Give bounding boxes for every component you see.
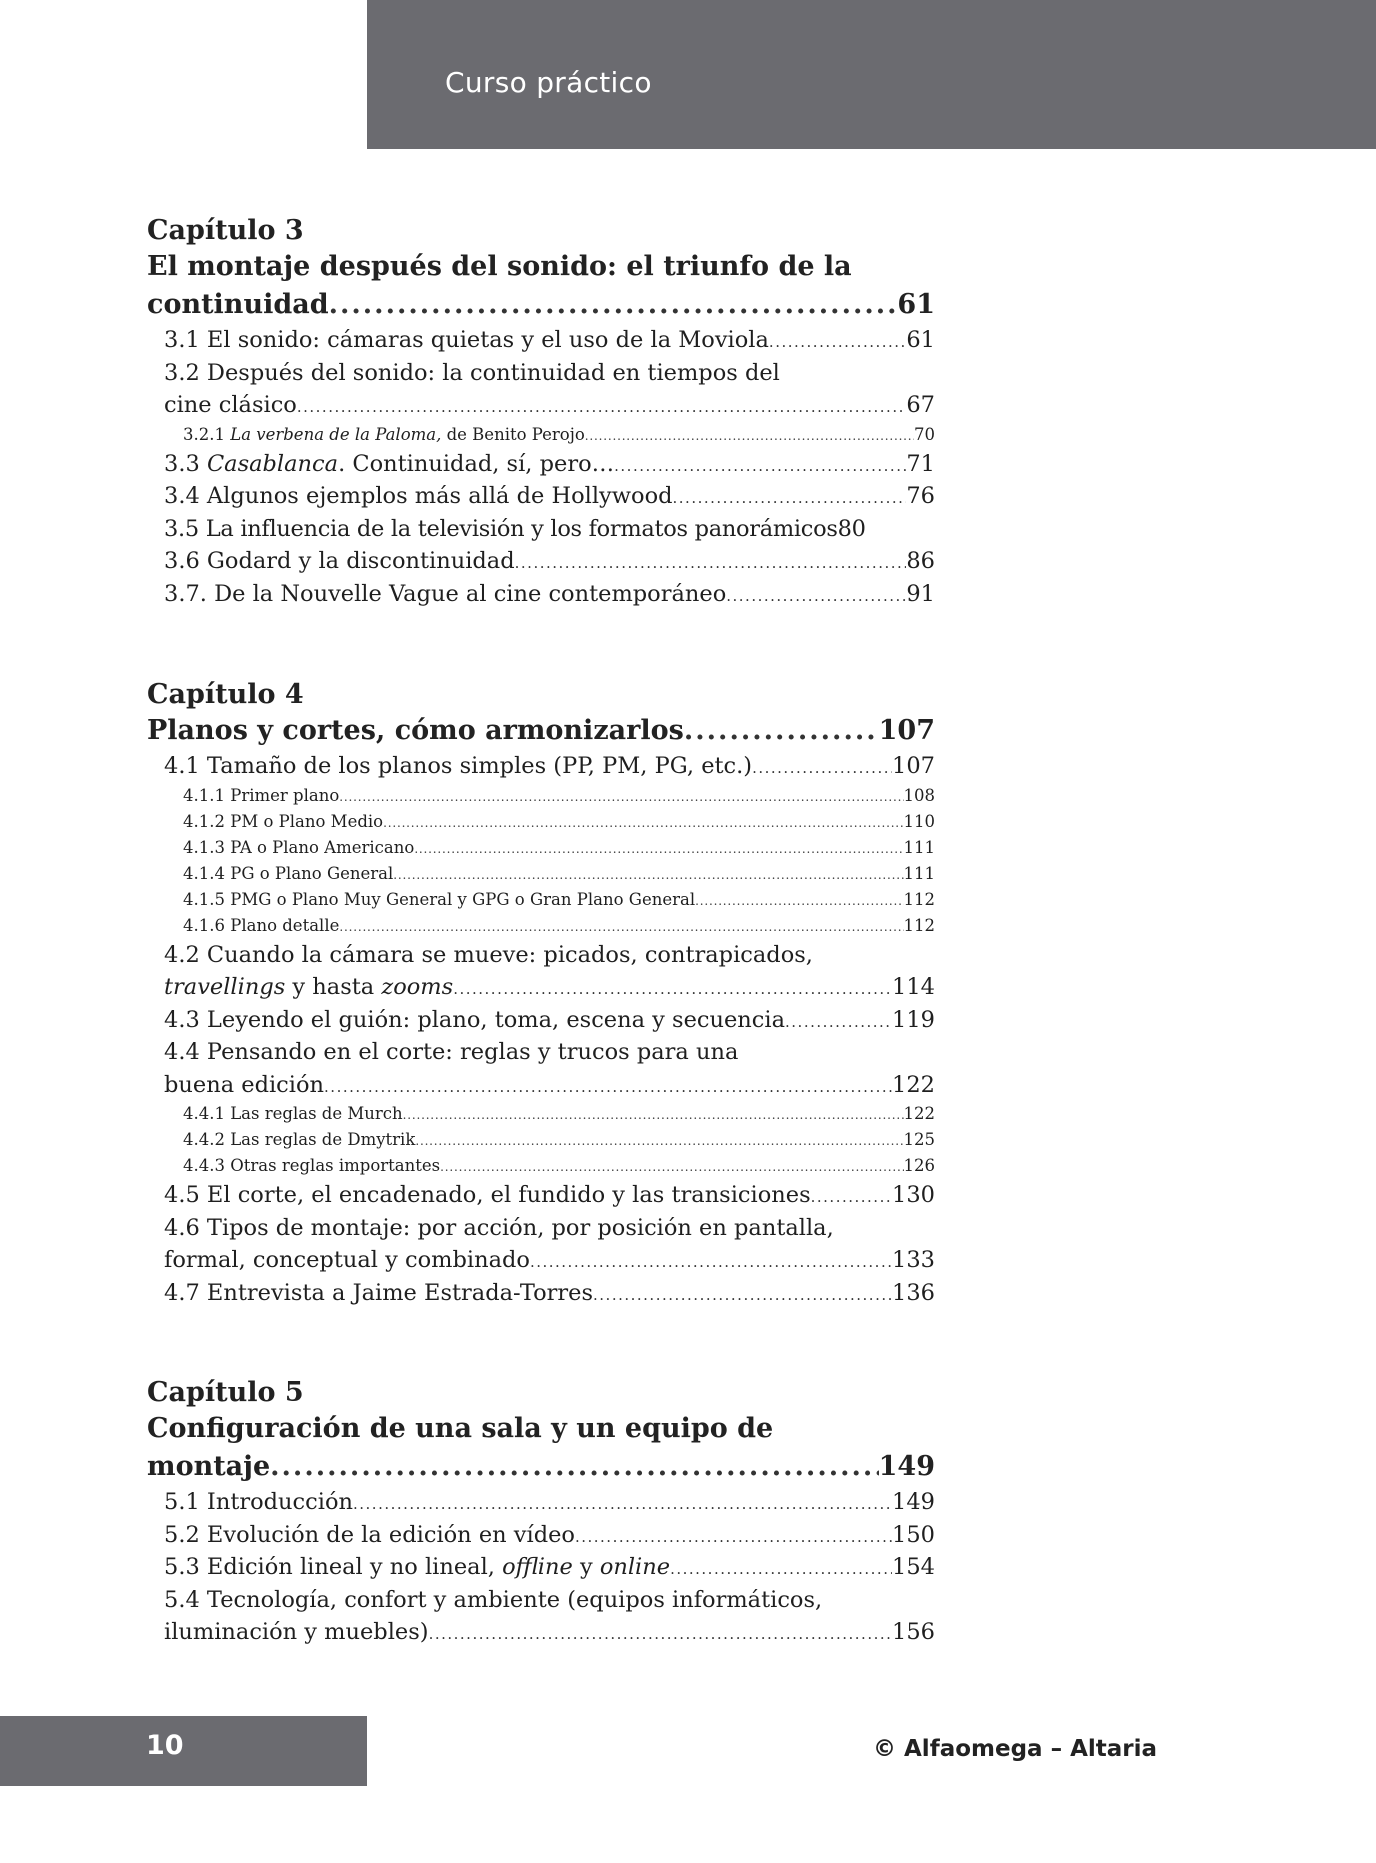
entry-text: 4.3 Leyendo el guión: plano, toma, escena y secuencia [164, 1006, 786, 1033]
toc-entry-4-1-1[interactable] [147, 783, 935, 809]
entry-text: 4.1.1 Primer plano [183, 785, 340, 805]
page-number: 71 [906, 450, 935, 477]
leader-dots [415, 1127, 903, 1153]
leader-dots [673, 480, 907, 513]
toc-entry-4-2[interactable]: 4.2 Cuando la cámara se mueve: picados, contrapicados, [164, 941, 813, 968]
page-number: 86 [906, 548, 935, 574]
entry-text: 4.1 Tamaño de los planos simples (PP, PM, PG, etc.) [164, 753, 753, 779]
page-number: 136 [892, 1279, 935, 1306]
leader-dots [593, 1277, 892, 1310]
leader-dots [453, 971, 892, 1004]
entry-rest: y [572, 1554, 600, 1580]
leader-dots [339, 913, 903, 939]
toc-entry-4-3[interactable] [147, 1004, 935, 1037]
page-number: 61 [906, 327, 935, 353]
entry-text: 4.1.2 PM o Plano Medio [183, 811, 384, 831]
leader-dots [752, 750, 892, 783]
entry-text: cine clásico [164, 392, 297, 418]
page-number: 125 [903, 1130, 935, 1149]
page-number: 107 [878, 715, 935, 746]
leader-dots [297, 389, 907, 422]
entry-rest: de Benito Perojo [441, 424, 585, 444]
toc-entry-5-2[interactable] [147, 1519, 935, 1552]
leader-dots [726, 578, 906, 611]
page-number: 70 [914, 424, 935, 444]
toc-entry-5-4[interactable]: 5.4 Tecnología, confort y ambiente (equipos informáticos, [164, 1586, 823, 1613]
entry-number: 3.3 [164, 450, 207, 477]
leader-dots [585, 422, 914, 448]
toc-entry-3-4[interactable] [147, 480, 935, 513]
toc-entry-3-6[interactable] [147, 545, 935, 578]
entry-text [183, 422, 585, 448]
entry-text: 4.1.3 PA o Plano Americano [183, 837, 415, 857]
entry-rest: . Continuidad, sí, pero… [338, 450, 615, 477]
leader-dots [684, 712, 879, 750]
chapter-title-line[interactable] [147, 1448, 935, 1486]
toc-entry-4-4-2[interactable] [147, 1127, 935, 1153]
chapter-heading: Capítulo 3 [147, 215, 304, 246]
page-number-footer: 10 [146, 1730, 184, 1761]
leader-dots [403, 1101, 904, 1127]
publisher-credit: © Alfaomega – Altaria [873, 1736, 1158, 1762]
toc-entry-4-2-cont[interactable] [147, 971, 935, 1004]
page-number: 67 [906, 392, 935, 418]
entry-text [164, 971, 453, 1004]
toc-entry-4-4-cont[interactable] [147, 1069, 935, 1102]
toc-entry-4-4[interactable]: 4.4 Pensando en el corte: reglas y trucos para una [164, 1039, 739, 1065]
page-number: 112 [903, 915, 935, 935]
page-number: 76 [906, 483, 935, 509]
page-number: 80 [837, 515, 866, 542]
toc-entry-3-1[interactable] [147, 324, 935, 357]
toc-entry-3-2[interactable]: 3.2 Después del sonido: la continuidad en tiempos del [164, 359, 780, 386]
toc-entry-4-4-3[interactable] [147, 1153, 935, 1179]
page-number: 91 [906, 580, 935, 607]
page-number: 149 [892, 1489, 935, 1515]
entry-text: 3.1 El sonido: cámaras quietas y el uso de la Moviola [164, 327, 769, 353]
entry-text: iluminación y muebles) [164, 1619, 429, 1645]
italic-term: zooms [381, 974, 454, 1000]
toc-entry-4-1-2[interactable] [147, 809, 935, 835]
chapter-5-block [147, 1376, 935, 1649]
chapter-title-text: montaje [147, 1451, 271, 1482]
toc-entry-3-2-1[interactable] [147, 422, 935, 448]
leader-dots [414, 835, 903, 861]
film-title: Casablanca [206, 450, 339, 477]
page-number: 149 [878, 1451, 935, 1482]
leader-dots [353, 1486, 892, 1519]
leader-dots [324, 1069, 892, 1102]
chapter-title-line[interactable] [147, 286, 935, 324]
leader-dots [339, 783, 903, 809]
italic-term: travellings [164, 974, 286, 1000]
toc-entry-3-5[interactable] [147, 513, 935, 546]
italic-term: offline [502, 1554, 573, 1580]
toc-entry-4-1[interactable] [147, 750, 935, 783]
chapter-heading: Capítulo 4 [147, 679, 304, 710]
header-band [367, 0, 1376, 149]
chapter-heading: Capítulo 5 [147, 1377, 304, 1408]
toc-entry-4-4-1[interactable] [147, 1101, 935, 1127]
leader-dots [811, 1179, 892, 1212]
film-title: La verbena de la Paloma, [230, 424, 442, 444]
footer-band [0, 1716, 367, 1786]
entry-text: 4.4.2 Las reglas de Dmytrik [183, 1130, 416, 1149]
leader-dots [515, 545, 907, 578]
entry-text: 4.1.5 PMG o Plano Muy General y GPG o Gran Plano General [183, 889, 696, 909]
entry-text: formal, conceptual y combinado [164, 1247, 530, 1273]
entry-text [164, 1551, 670, 1584]
leader-dots [270, 1448, 879, 1486]
entry-text: 5.2 Evolución de la edición en vídeo [164, 1521, 575, 1548]
toc-entry-4-1-4[interactable] [147, 861, 935, 887]
leader-dots [329, 286, 898, 324]
toc-entry-3-3[interactable] [147, 448, 935, 481]
entry-text: 3.6 Godard y la discontinuidad [164, 548, 515, 574]
entry-text: 4.1.4 PG o Plano General [183, 863, 394, 883]
entry-text: 3.5 La influencia de la televisión y los formatos panorámicos [164, 515, 838, 542]
chapter-4-block [147, 678, 935, 1309]
entry-text: 4.1.6 Plano detalle [183, 915, 340, 935]
entry-rest: y hasta [285, 974, 382, 1000]
toc-entry-4-1-3[interactable] [147, 835, 935, 861]
running-header-title: Curso práctico [445, 66, 652, 99]
entry-text: 3.7. De la Nouvelle Vague al cine contemporáneo [164, 580, 727, 607]
page-number: 111 [903, 837, 935, 857]
page-number: 108 [903, 785, 935, 805]
toc-entry-4-6-cont[interactable] [147, 1244, 935, 1277]
leader-dots [429, 1616, 892, 1649]
entry-lead: 5.3 Edición lineal y no lineal, [164, 1554, 503, 1580]
page-number: 114 [892, 974, 935, 1000]
leader-dots [393, 861, 903, 887]
entry-text: 4.5 El corte, el encadenado, el fundido y las transiciones [164, 1182, 811, 1208]
leader-dots [575, 1519, 892, 1552]
chapter-title: El montaje después del sonido: el triunfo de la [147, 251, 852, 282]
entry-text: 4.4.1 Las reglas de Murch [183, 1104, 403, 1123]
page-number: 150 [892, 1521, 935, 1548]
leader-dots [670, 1551, 892, 1584]
leader-dots [769, 324, 906, 357]
chapter-3-block [147, 214, 935, 610]
toc-entry-3-2-cont[interactable] [147, 389, 935, 422]
entry-text: buena edición [164, 1071, 325, 1098]
toc-entry-4-1-5[interactable] [147, 887, 935, 913]
page-number: 130 [892, 1182, 935, 1208]
page-number: 119 [892, 1006, 935, 1033]
page-number: 61 [897, 289, 935, 320]
leader-dots [785, 1004, 892, 1037]
page-number: 107 [892, 753, 935, 779]
page-number: 122 [892, 1071, 935, 1098]
page-number: 111 [903, 863, 935, 883]
page-number: 154 [892, 1554, 935, 1580]
page-number: 112 [903, 889, 935, 909]
leader-dots [440, 1153, 903, 1179]
entry-text [164, 448, 614, 481]
toc-entry-5-4-cont[interactable] [147, 1616, 935, 1649]
italic-term: online [599, 1554, 671, 1580]
leader-dots [530, 1244, 892, 1277]
toc-entry-5-3[interactable] [147, 1551, 935, 1584]
chapter-title-line[interactable] [147, 712, 935, 750]
toc-entry-4-6[interactable]: 4.6 Tipos de montaje: por acción, por posición en pantalla, [164, 1214, 834, 1241]
page-number: 126 [903, 1156, 935, 1175]
entry-text: 4.4.3 Otras reglas importantes [183, 1156, 441, 1175]
entry-number: 3.2.1 [183, 424, 231, 444]
toc-entry-4-1-6[interactable] [147, 913, 935, 939]
entry-text: 4.7 Entrevista a Jaime Estrada-Torres [164, 1279, 594, 1306]
toc-entry-3-7[interactable] [147, 578, 935, 611]
page-number: 156 [892, 1619, 935, 1645]
leader-dots [614, 448, 906, 481]
chapter-title-text: Planos y cortes, cómo armonizarlos [147, 715, 684, 746]
entry-text: 5.1 Introducción [164, 1489, 353, 1515]
toc-entry-5-1[interactable] [147, 1486, 935, 1519]
chapter-title-text: continuidad [147, 289, 329, 320]
chapter-title: Configuración de una sala y un equipo de [147, 1413, 774, 1444]
page-number: 133 [892, 1247, 935, 1273]
toc-entry-4-7[interactable] [147, 1277, 935, 1310]
leader-dots [695, 887, 903, 913]
page-number: 110 [903, 811, 935, 831]
leader-dots [383, 809, 903, 835]
entry-text: 3.4 Algunos ejemplos más allá de Hollywood [164, 483, 673, 509]
toc-entry-4-5[interactable] [147, 1179, 935, 1212]
page-number: 122 [903, 1104, 935, 1123]
